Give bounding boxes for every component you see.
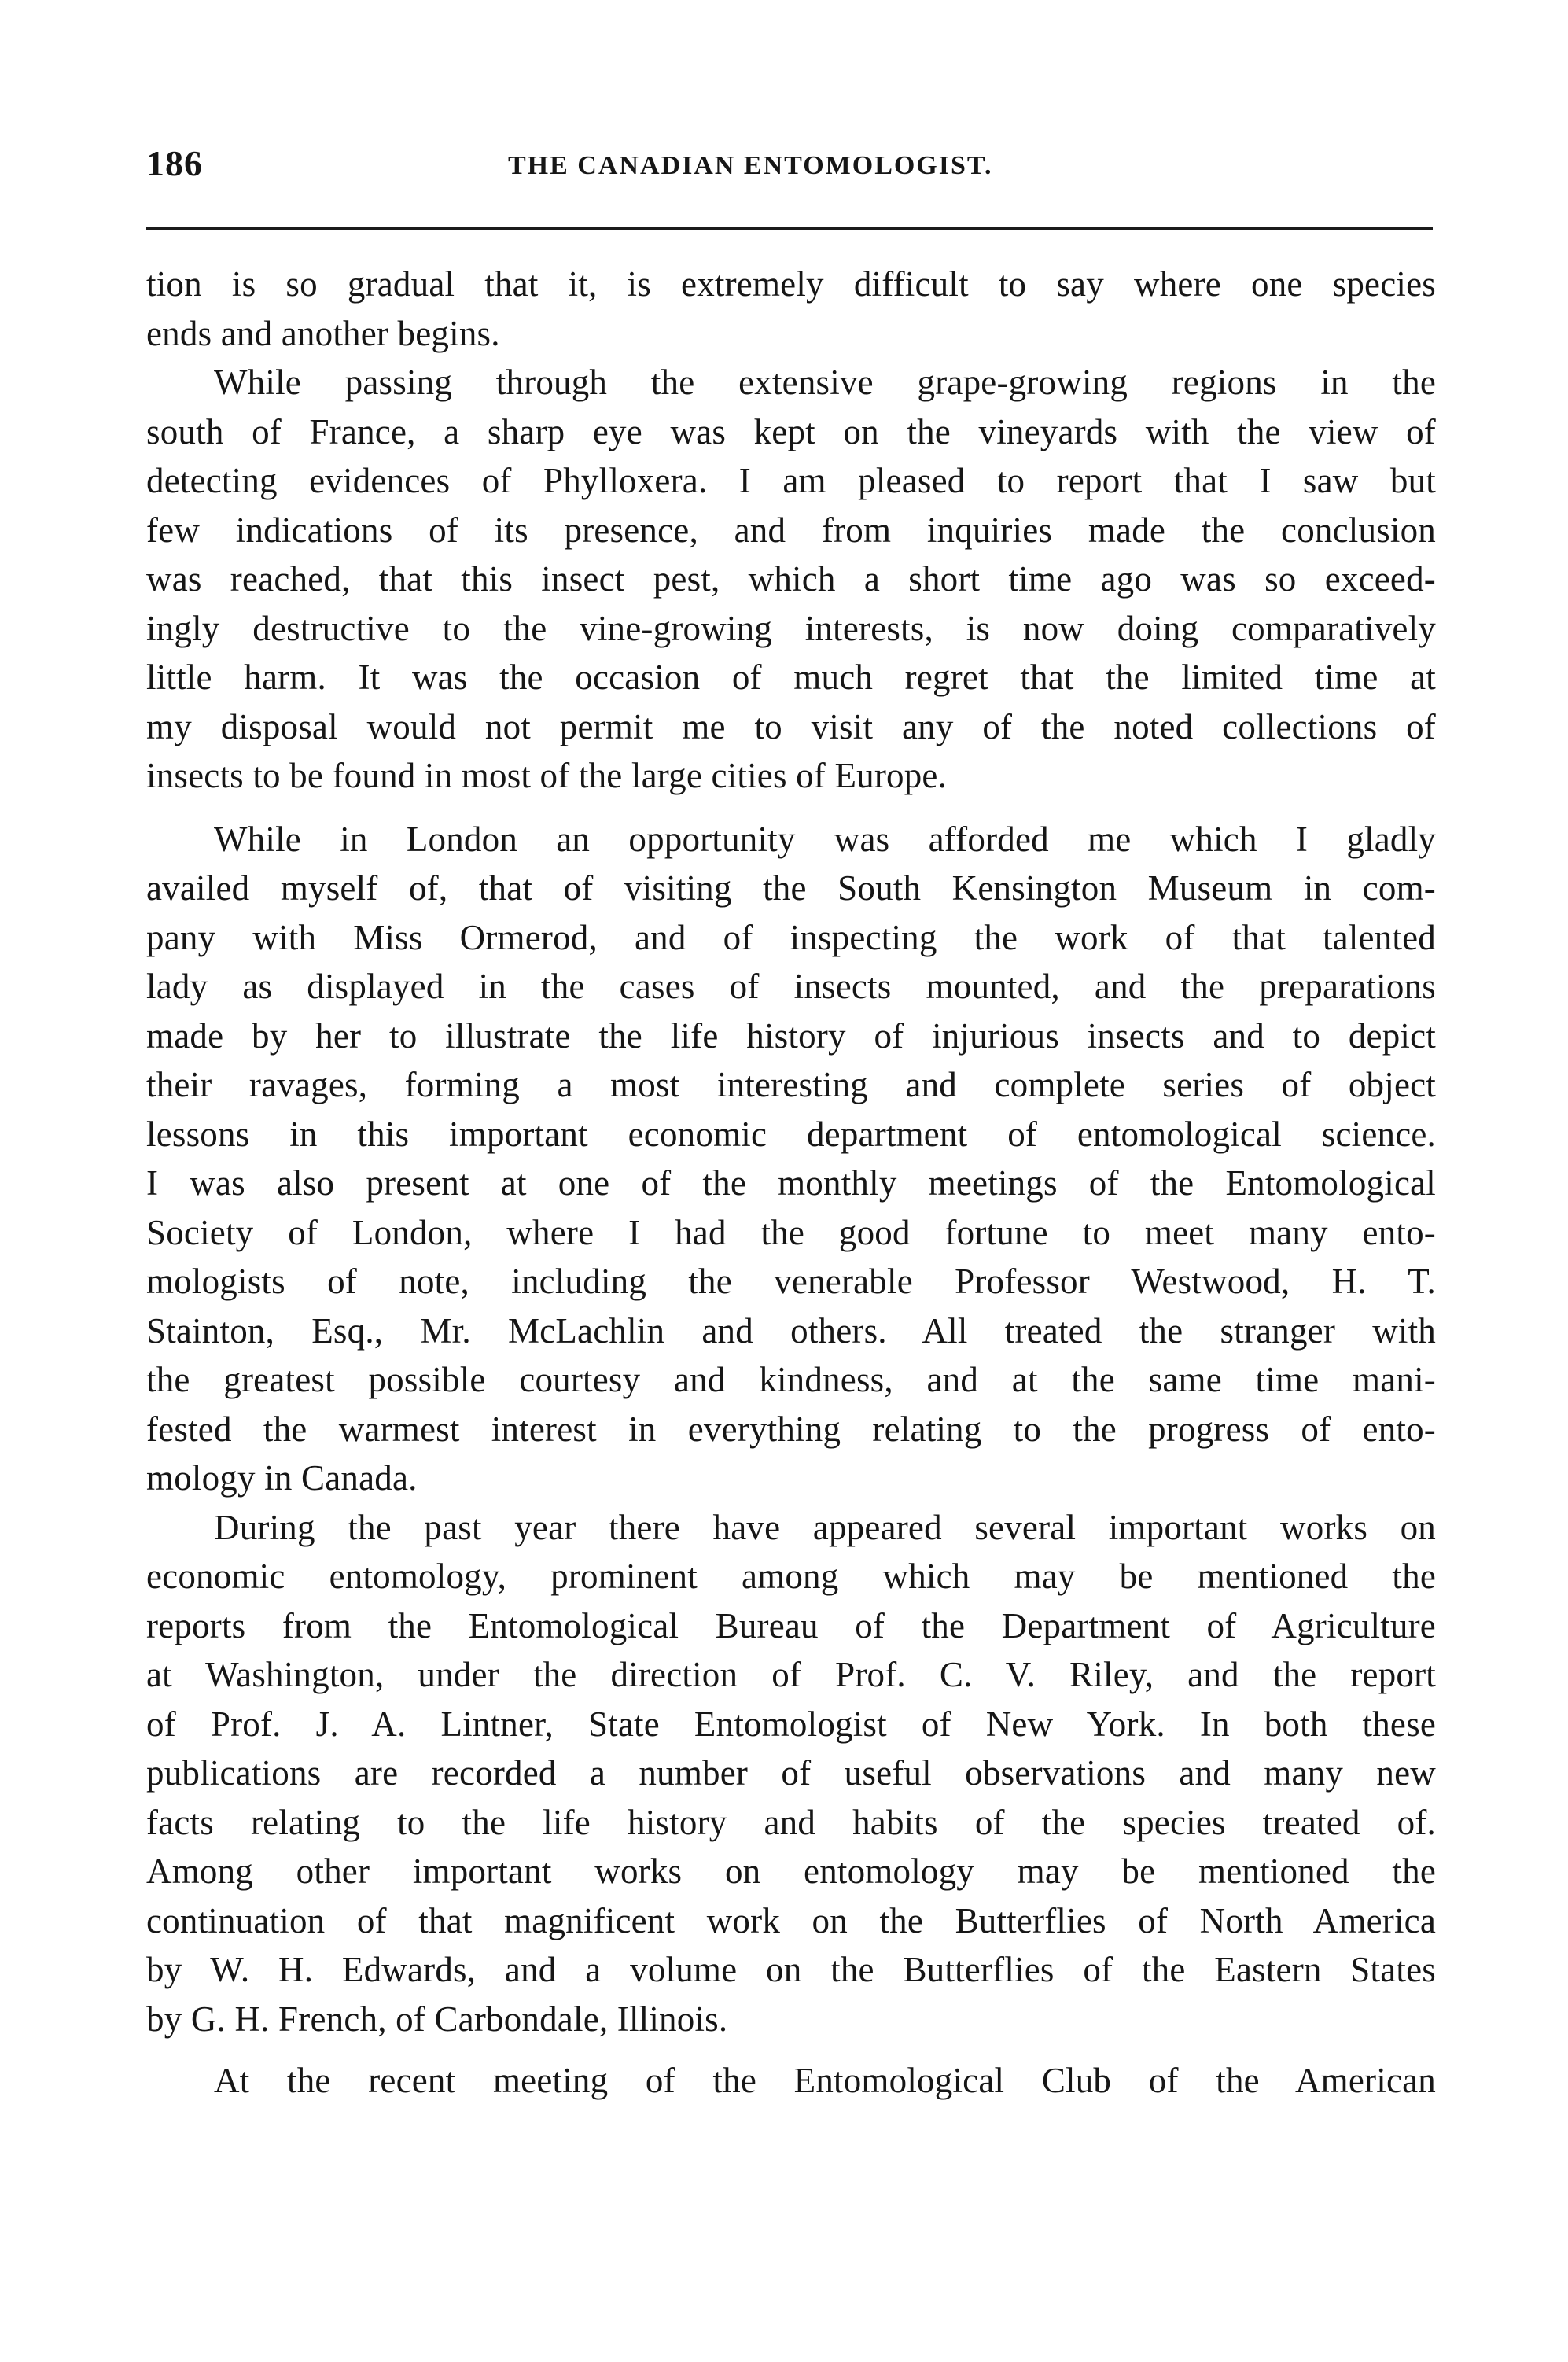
text-line: at Washington, under the direction of Prof. C. V. Riley, and the report	[146, 1655, 1436, 1694]
page-header	[146, 140, 1436, 195]
text-line: facts relating to the life history and habits of the species treated of.	[146, 1802, 1436, 1842]
text-line: I was also present at one of the monthly meetings of the Entomological	[146, 1163, 1436, 1203]
text-line: by W. H. Edwards, and a volume on the Butterflies of the Eastern States	[146, 1950, 1436, 1989]
paragraph-5	[146, 2056, 1436, 2106]
text-line: detecting evidences of Phylloxera. I am pleased to report that I saw but	[146, 461, 1436, 500]
text-line: their ravages, forming a most interesting and complete series of object	[146, 1065, 1436, 1104]
text-line: economic entomology, prominent among which may be mentioned the	[146, 1557, 1436, 1596]
paragraph-gap	[146, 801, 1436, 815]
article-body	[146, 260, 1436, 2106]
text-line: mologists of note, including the venerable Professor Westwood, H. T.	[146, 1262, 1436, 1301]
text-line: Society of London, where I had the good fortune to meet many ento-	[146, 1212, 1436, 1252]
paragraph-gap	[146, 2043, 1436, 2056]
text-line: pany with Miss Ormerod, and of inspecting the work of that talented	[146, 917, 1436, 957]
text-line: availed myself of, that of visiting the South Kensington Museum in com-	[146, 868, 1436, 908]
text-line: Among other important works on entomology may be mentioned the	[146, 1852, 1436, 1891]
text-line: ends and another begins.	[146, 313, 500, 353]
text-line: of Prof. J. A. Lintner, State Entomologist of New York. In both these	[146, 1704, 1436, 1744]
text-line: Stainton, Esq., Mr. McLachlin and others. All treated the stranger with	[146, 1310, 1436, 1351]
text-line: During the past year there have appeared several important works on	[214, 1507, 1436, 1547]
text-line: by G. H. French, of Carbondale, Illinois.	[146, 1999, 728, 2039]
text-line: south of France, a sharp eye was kept on the vineyards with the view of	[146, 411, 1436, 451]
text-line: was reached, that this insect pest, which a short time ago was so exceed-	[146, 559, 1436, 599]
text-line: lessons in this important economic department of entomological science.	[146, 1114, 1436, 1154]
page-number: 186	[146, 143, 203, 183]
text-line: made by her to illustrate the life history of injurious insects and to depict	[146, 1015, 1436, 1056]
text-line: lady as displayed in the cases of insects mounted, and the preparations	[146, 967, 1436, 1006]
paragraph-2	[146, 358, 1436, 801]
text-line: fested the warmest interest in everything relating to the progress of ento-	[146, 1409, 1436, 1449]
text-line: continuation of that magnificent work on the Butterflies of North America	[146, 1900, 1436, 1940]
text-line: At the recent meeting of the Entomological Club of the American	[214, 2061, 1436, 2100]
paragraph-4	[146, 1503, 1436, 2044]
text-line: publications are recorded a number of useful observations and many new	[146, 1753, 1436, 1793]
paragraph-3	[146, 815, 1436, 1503]
text-line: the greatest possible courtesy and kindness, and at the same time mani-	[146, 1360, 1436, 1399]
paragraph-1	[146, 260, 1436, 358]
text-line: my disposal would not permit me to visit any of the noted collections of	[146, 706, 1436, 746]
text-line: few indications of its presence, and from inquiries made the conclusion	[146, 510, 1436, 550]
text-line: insects to be found in most of the large cities of Europe.	[146, 756, 948, 795]
text-line: little harm. It was the occasion of much regret that the limited time at	[146, 658, 1436, 697]
text-line: reports from the Entomological Bureau of the Department of Agriculture	[146, 1605, 1436, 1645]
journal-title: THE CANADIAN ENTOMOLOGIST.	[508, 151, 993, 180]
text-line: While in London an opportunity was afforded me which I gladly	[214, 819, 1436, 859]
text-line: While passing through the extensive grape-growing regions in the	[214, 363, 1436, 402]
header-rule	[146, 227, 1433, 230]
text-line: mology in Canada.	[146, 1458, 418, 1498]
text-line: ingly destructive to the vine-growing interests, is now doing comparatively	[146, 608, 1436, 648]
text-line: tion is so gradual that it, is extremely difficult to say where one species	[146, 264, 1436, 304]
